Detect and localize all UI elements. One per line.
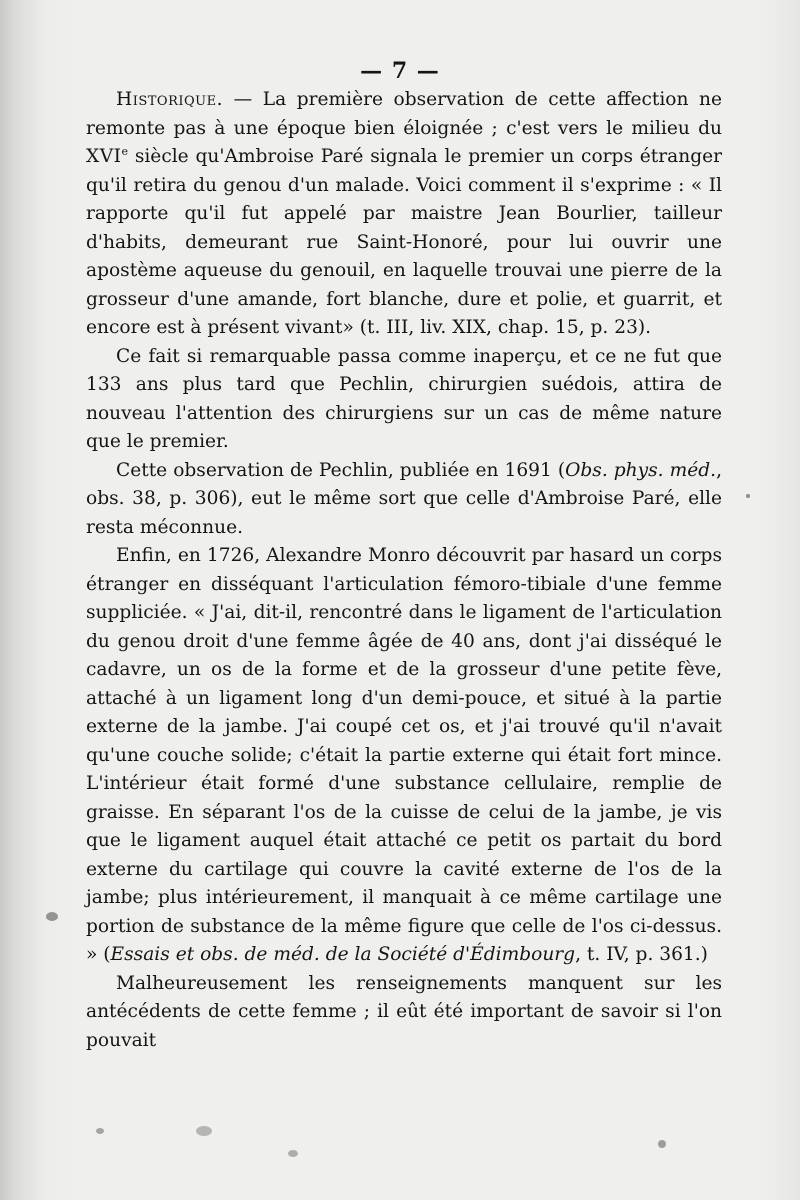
paragraph-text: — La première observation de cette affection ne remonte pas à une époque bien éloignée ; c'est vers le milieu du [86,89,722,139]
century-numeral: XVI [86,146,122,167]
section-heading: Historique. [116,89,224,110]
paragraph-text: , obs. 38, p. 306), eut le même sort que celle d'Ambroise Paré, elle resta méconnue. [86,459,722,538]
ink-speck [46,912,58,921]
body-text [86,86,722,1055]
paragraph-text: Enfin, en 1726, Alexandre Monro découvrit par hasard un corps étranger en disséquant l'articulation fémoro-tibiale d'une femme suppliciée. « J'ai, dit-il, rencontré dans le ligament de l'articulation du genou droit d'une femme âgée de 40 ans, dont j'ai disséqué le cadavre, un os de la forme et de la grosseur d'une petite fève, attaché à un ligament long d'un demi-pouce, et situé à la partie externe de la jambe. J'ai coupé cet os, et j'ai trouvé qu'il n'avait qu'une couche solide; c'était la partie externe qui était fort mince. L'intérieur était formé d'une substance cellulaire, remplie de graisse. En séparant l'os de la cuisse de celui de la jambe, je vis que le ligament auquel était attaché ce petit os partait du bord externe du cartilage qui couvre la cavité externe de l'os de la jambe; plus intérieurement, il manquait à ce même cartilage une portion de substance de la même figure que celle de l'os ci-dessus. » ( [86,545,722,965]
page-number: — 7 — [360,58,440,84]
paragraph-text: , t. IV, p. 361.) [575,944,708,965]
ink-speck [96,1128,104,1134]
paragraph-pechlin [86,343,722,457]
citation-title: Essais et obs. de méd. de la Société d'Édimbourg [110,944,576,965]
paragraph-monro [86,542,722,970]
paragraph-text: Malheureusement les renseignements manquent sur les antécédents de cette femme ; il eût été important de savoir si l'on pouvait [86,972,722,1051]
paragraph-text: Cette observation de Pechlin, publiée en 1691 ( [116,459,566,481]
ink-speck [196,1126,212,1136]
ink-speck [288,1150,298,1157]
paragraph-observation [86,457,722,543]
citation-title: Obs. phys. méd. [565,459,717,481]
ink-speck [658,1140,666,1148]
paragraph-text: Ce fait si remarquable passa comme inaperçu, et ce ne fut que 133 ans plus tard que Pechlin, chirurgien suédois, attira de nouveau l'attention des chirurgiens sur un cas de même nature que le premier. [86,345,722,452]
paragraph-malheureusement [86,970,722,1056]
ink-speck [746,494,750,498]
paragraph-text: siècle qu'Ambroise Paré signala le premier un corps étranger qu'il retira du genou d'un malade. Voici comment il s'exprime : « Il rapporte qu'il fut appelé par maistre Jean Bourlier, tailleur d'habits, demeurant rue Saint-Honoré, pour lui ouvrir une apostème aqueuse du genouil, en laquelle trouvai une pierre de la grosseur d'une amande, fort blanche, dure et polie, et guarrit, et encore est à présent vivant» (t. III, liv. XIX, chap. 15, p. 23). [86,146,722,338]
century-superscript: e [121,144,129,158]
paragraph-historique [86,86,722,343]
